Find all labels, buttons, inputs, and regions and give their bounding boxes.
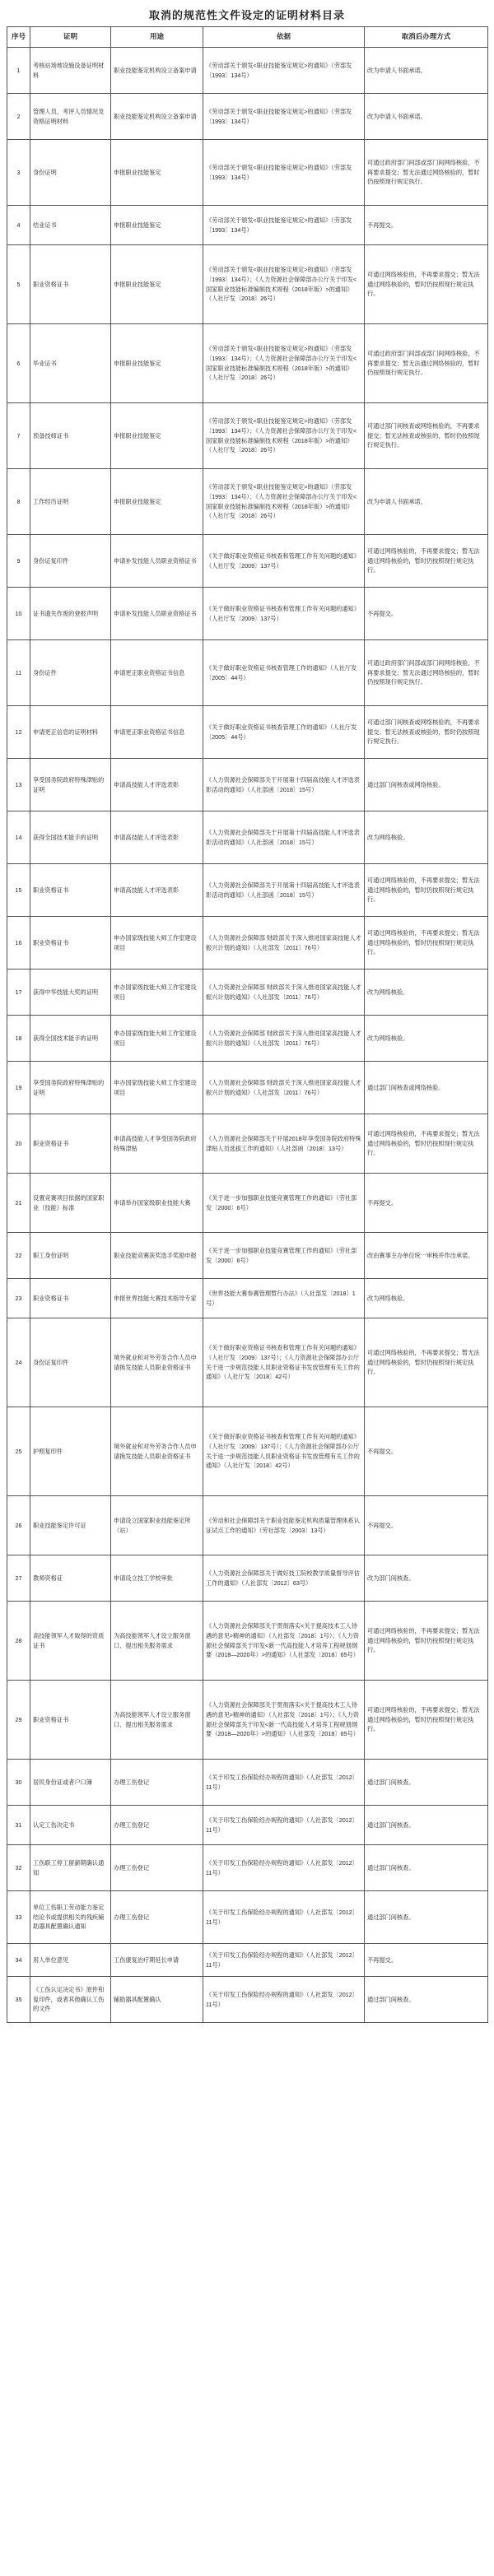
row-method: 可通过部门间核查或网络核验的，不再要求提交；暂无法核查或核验的，暂时仍按照现行规定执行。 — [365, 706, 488, 759]
row-use: 申办国家级技能大师工作室建设项目 — [111, 969, 203, 1016]
row-use: 申请补发技能人员职业资格证书 — [111, 535, 203, 588]
row-method: 可通过网络核验的，不再要求提交；暂无法通过网络核验的，暂时仍按照现行规定执行。 — [365, 917, 488, 969]
row-basis: 《人力资源社会保障部 财政部关于深入推进国家高技能人才振兴计划的通知》（人社部发〔2011〕76号） — [203, 1016, 365, 1062]
table-row — [7, 140, 488, 206]
table-row — [7, 1318, 488, 1407]
row-number: 28 — [7, 1602, 30, 1681]
row-number: 25 — [7, 1407, 30, 1496]
header-method: 取消后办理方式 — [365, 27, 488, 48]
row-method: 通过部门间核查。 — [365, 1760, 488, 1806]
row-number: 20 — [7, 1114, 30, 1174]
row-method: 通过部门间核查或网络核验。 — [365, 1062, 488, 1114]
row-basis: 《人力资源社会保障部 财政部关于深入推进国家高技能人才振兴计划的通知》（人社部发〔2011〕76号） — [203, 1062, 365, 1114]
row-certificate: 获得中华技能大奖的证明 — [30, 969, 111, 1016]
row-method: 改为网络核验。 — [365, 1016, 488, 1062]
row-use: 为高技能领军人才设立服务窗口、提出相关服务需求 — [111, 1602, 203, 1681]
row-basis: 《关于做好职业资格证书核查管理工作的通知》（人社厅发〔2005〕44号） — [203, 706, 365, 759]
row-number: 13 — [7, 759, 30, 811]
row-use: 申办国家级技能大师工作室建设项目 — [111, 1016, 203, 1062]
table-row — [7, 48, 488, 94]
row-basis: 《人力资源社会保障部 财政部关于深入推进国家高技能人才振兴计划的通知》（人社部发〔2011〕76号） — [203, 969, 365, 1016]
row-certificate: 考核站场地设施设备证明材料 — [30, 48, 111, 94]
row-use: 辅助器具配置确认 — [111, 1977, 203, 2023]
row-certificate: 职工身份证明 — [30, 1233, 111, 1279]
table-row — [7, 469, 488, 535]
row-method: 不再提交。 — [365, 206, 488, 245]
row-number: 21 — [7, 1174, 30, 1233]
row-number: 1 — [7, 48, 30, 94]
row-number: 22 — [7, 1233, 30, 1279]
row-number: 35 — [7, 1977, 30, 2023]
table-row — [7, 535, 488, 588]
row-basis: 《关于印发工伤保险经办规程的通知》（人社部发〔2012〕11号） — [203, 1760, 365, 1806]
row-certificate: 享受国务院政府特殊津贴的证明 — [30, 1062, 111, 1114]
header-use: 用途 — [111, 27, 203, 48]
row-use: 申请举办国家级职业技能大赛 — [111, 1174, 203, 1233]
row-method: 改为网络核验。 — [365, 1279, 488, 1318]
row-basis: 《人力资源社会保障部关于贯彻落实<关于提高技术工人待遇的意见>精神的通知》（人社部发〔2018〕1号）；《人力资源社会保障部关于印发<新一代高技能人才培养工程规划纲要（2018—2020年）>的通知》（人社部发〔2018〕65号） — [203, 1602, 365, 1681]
header-certificate: 证明 — [30, 27, 111, 48]
row-use: 申请高技能人才评选表彰 — [111, 759, 203, 811]
table-row — [7, 706, 488, 759]
row-number: 12 — [7, 706, 30, 759]
row-certificate: 职业资格证书 — [30, 1279, 111, 1318]
row-method: 通过部门间核查。 — [365, 1806, 488, 1845]
row-number: 33 — [7, 1891, 30, 1944]
row-use: 申办国家级技能大师工作室建设项目 — [111, 917, 203, 969]
table-row — [7, 324, 488, 403]
row-certificate: 证书遗失作废的登报声明 — [30, 588, 111, 640]
row-use: 申请设立国家职业技能鉴定所（站） — [111, 1496, 203, 1555]
row-number: 23 — [7, 1279, 30, 1318]
row-certificate: 毕业证书 — [30, 324, 111, 403]
row-basis: 《人力资源社会保障部关于开展2018年享受国务院政府特殊津贴人员选拔工作的通知》（人社部函〔2018〕13号） — [203, 1114, 365, 1174]
row-number: 3 — [7, 140, 30, 206]
row-method: 通过部门间核查。 — [365, 1845, 488, 1891]
row-certificate: 用人单位意见 — [30, 1944, 111, 1977]
table-row — [7, 1114, 488, 1174]
table-row — [7, 403, 488, 469]
table-row — [7, 759, 488, 811]
row-basis: 《人力资源社会保障部关于贯彻落实<关于提高技术工人待遇的意见>精神的通知》（人社部发〔2018〕1号）；《人力资源社会保障部关于印发<新一代高技能人才培养工程规划纲要（2018—2020年）>的通知》（人社部发〔2018〕65号） — [203, 1681, 365, 1760]
table-row — [7, 1602, 488, 1681]
row-basis: 《关于做好职业资格证书核查和管理工作有关问题的通知》（人社厅发〔2009〕137号）；《人力资源社会保障部办公厅关于进一步规范技能人员职业资格证书发放管理有关工作的通知》（人社厅发〔2018〕42号） — [203, 1318, 365, 1407]
row-basis: 《人力资源社会保障部 财政部关于深入推进国家高技能人才振兴计划的通知》（人社部发〔2011〕76号） — [203, 917, 365, 969]
row-number: 18 — [7, 1016, 30, 1062]
row-certificate: 预备技师证书 — [30, 403, 111, 469]
row-use: 申请补发技能人员职业资格证书 — [111, 588, 203, 640]
row-basis: 《关于印发工伤保险经办规程的通知》（人社部发〔2012〕11号） — [203, 1806, 365, 1845]
table-row — [7, 1174, 488, 1233]
row-certificate: 职业资格证书 — [30, 864, 111, 917]
row-certificate: 获得全国技术能手的证明 — [30, 811, 111, 864]
row-basis: 《关于印发工伤保险经办规程的通知》（人社部发〔2012〕11号） — [203, 1891, 365, 1944]
row-basis: 《劳动部关于颁发<职业技能鉴定规定>的通知》（劳部发〔1993〕134号）；《人力资源社会保障部办公厅关于印发<国家职业技能标准编制技术规程（2018年版）>的通知》（人社厅发〔2018〕26号） — [203, 469, 365, 535]
document — [7, 0, 487, 2023]
row-number: 5 — [7, 245, 30, 324]
row-basis: 《人力资源社会保障部关于开展第十四届高技能人才评选表彰活动的通知》（人社部函〔2018〕15号） — [203, 759, 365, 811]
row-use: 境外就业和对外劳务合作人员申请换发技能人员职业资格证书 — [111, 1318, 203, 1407]
table-row — [7, 1845, 488, 1891]
row-method: 通过部门间核查或网络核验。 — [365, 759, 488, 811]
row-certificate: 单位工伤职工劳动能力鉴定结论书或提供相关的残疾辅助器具配置确认通知 — [30, 1891, 111, 1944]
row-number: 10 — [7, 588, 30, 640]
row-number: 26 — [7, 1496, 30, 1555]
row-basis: 《关于印发工伤保险经办规程的通知》（人社部发〔2012〕11号） — [203, 1977, 365, 2023]
table-row — [7, 1760, 488, 1806]
row-basis: 《人力资源社会保障部关于开展第十四届高技能人才评选表彰活动的通知》（人社部函〔2018〕15号） — [203, 811, 365, 864]
header-basis: 依据 — [203, 27, 365, 48]
row-number: 15 — [7, 864, 30, 917]
row-method: 改为网络核验。 — [365, 969, 488, 1016]
row-basis: 《关于进一步加强职业技能竞赛管理工作的通知》（劳社部发〔2000〕6号） — [203, 1233, 365, 1279]
row-number: 9 — [7, 535, 30, 588]
table-row — [7, 969, 488, 1016]
row-use: 申请高技能人才评选表彰 — [111, 864, 203, 917]
row-certificate: 结业证书 — [30, 206, 111, 245]
table-header-row — [7, 27, 488, 48]
table-row — [7, 917, 488, 969]
row-use: 申报世界技能大赛技术指导专家 — [111, 1279, 203, 1318]
row-basis: 《关于做好职业资格证书核查和管理工作有关问题的通知》（人社厅发〔2009〕137号）；《人力资源社会保障部办公厅关于进一步规范技能人员职业资格证书发放管理有关工作的通知》（人社厅发〔2018〕42号） — [203, 1407, 365, 1496]
row-basis: 《关于进一步加强职业技能竞赛管理工作的通知》（劳社部发〔2000〕6号） — [203, 1174, 365, 1233]
row-certificate: 职业资格证书 — [30, 1681, 111, 1760]
row-use: 申报职业技能鉴定 — [111, 206, 203, 245]
row-use: 申报职业技能鉴定 — [111, 324, 203, 403]
table-row — [7, 94, 488, 140]
table-row — [7, 1233, 488, 1279]
row-basis: 《劳动部关于颁发<职业技能鉴定规定>的通知》（劳部发〔1993〕134号）；《人力资源社会保障部办公厅关于印发<国家职业技能标准编制技术规程（2018年版）>的通知》（人社厅发〔2018〕26号） — [203, 324, 365, 403]
row-certificate: 身份证件 — [30, 640, 111, 706]
row-number: 19 — [7, 1062, 30, 1114]
row-use: 申请设立技工学校审批 — [111, 1555, 203, 1602]
row-use: 申请高技能人才享受国务院政府特殊津贴 — [111, 1114, 203, 1174]
row-use: 申报职业技能鉴定 — [111, 140, 203, 206]
row-use: 办理工伤登记 — [111, 1760, 203, 1806]
table-row — [7, 1062, 488, 1114]
table-row — [7, 1407, 488, 1496]
row-certificate: 认定工伤决定书 — [30, 1806, 111, 1845]
row-number: 4 — [7, 206, 30, 245]
row-use: 为高技能领军人才设立服务窗口、提出相关服务需求 — [111, 1681, 203, 1760]
row-certificate: 职业资格证书 — [30, 245, 111, 324]
row-method: 不再提交。 — [365, 1496, 488, 1555]
row-certificate: 护照复印件 — [30, 1407, 111, 1496]
table-row — [7, 864, 488, 917]
row-method: 可通过网络核验的，不再要求提交；暂无法通过网络核验的，暂时仍按照现行规定执行。 — [365, 864, 488, 917]
row-basis: 《关于做好职业资格证书核查和管理工作有关问题的通知》（人社厅发〔2009〕137号） — [203, 535, 365, 588]
row-method: 改为申请人书面承诺。 — [365, 48, 488, 94]
row-use: 职业技能鉴定机构设立备案申请 — [111, 48, 203, 94]
row-method: 不再提交。 — [365, 1944, 488, 1977]
row-method: 可通过政府部门间部或部门间网络核验，不再要求提交；暂无法通过网络核验的，暂时仍按照现行规定执行。 — [365, 324, 488, 403]
row-method: 不再提交。 — [365, 1407, 488, 1496]
row-certificate: 身份证明 — [30, 140, 111, 206]
row-use: 申办国家级技能大师工作室建设项目 — [111, 1062, 203, 1114]
row-method: 改为网络核验。 — [365, 811, 488, 864]
table-body — [7, 48, 488, 2023]
row-number: 32 — [7, 1845, 30, 1891]
certificate-table — [7, 26, 488, 2023]
row-number: 14 — [7, 811, 30, 864]
row-method: 可通过网络核验的，不再要求提交；暂无法通过网络核验的，暂时仍按照现行规定执行。 — [365, 1114, 488, 1174]
row-use: 办理工伤登记 — [111, 1891, 203, 1944]
row-certificate: 职业技能鉴定许可证 — [30, 1496, 111, 1555]
row-use: 申请更正职业资格证书信息 — [111, 706, 203, 759]
row-use: 境外就业和对外劳务合作人员申请换发技能人员职业资格证书 — [111, 1407, 203, 1496]
row-certificate: 居民身份证或者户口簿 — [30, 1760, 111, 1806]
row-certificate: 获得全国技术能手的证明 — [30, 1016, 111, 1062]
row-certificate: 申请更正信息的证明材料 — [30, 706, 111, 759]
row-certificate: 身份证复印件 — [30, 1318, 111, 1407]
row-use: 申请更正职业资格证书信息 — [111, 640, 203, 706]
row-method: 不再提交。 — [365, 1174, 488, 1233]
row-use: 申报职业技能鉴定 — [111, 245, 203, 324]
row-number: 24 — [7, 1318, 30, 1407]
row-certificate: 身份证复印件 — [30, 535, 111, 588]
row-number: 27 — [7, 1555, 30, 1602]
row-certificate: 职业资格证书 — [30, 917, 111, 969]
row-use: 办理工伤登记 — [111, 1806, 203, 1845]
row-basis: 《劳动部关于颁发<职业技能鉴定规定>的通知》（劳部发〔1993〕134号） — [203, 48, 365, 94]
row-method: 可通过网络核验的，不再要求提交；暂无法通过网络核验的，暂时仍按照现行规定执行。 — [365, 1602, 488, 1681]
row-certificate: 享受国务院政府特殊津贴的证明 — [30, 759, 111, 811]
row-number: 6 — [7, 324, 30, 403]
row-method: 改由赛事主办单位统一审核并作出承诺。 — [365, 1233, 488, 1279]
row-method: 通过部门间核查。 — [365, 1977, 488, 2023]
row-use: 申报职业技能鉴定 — [111, 469, 203, 535]
row-basis: 《劳动部关于颁发<职业技能鉴定规定>的通知》（劳部发〔1993〕134号） — [203, 94, 365, 140]
table-row — [7, 245, 488, 324]
table-row — [7, 811, 488, 864]
row-number: 2 — [7, 94, 30, 140]
row-number: 7 — [7, 403, 30, 469]
row-method: 可通过政府部门间部或部门间网络核验，不再要求提交；暂无法通过网络核验的，暂时仍按照现行规定执行。 — [365, 640, 488, 706]
row-number: 34 — [7, 1944, 30, 1977]
table-row — [7, 1555, 488, 1602]
row-basis: 《人力资源社会保障部关于开展第十四届高技能人才评选表彰活动的通知》（人社部函〔2018〕15号） — [203, 864, 365, 917]
row-method: 改为申请人书面承诺。 — [365, 469, 488, 535]
row-number: 30 — [7, 1760, 30, 1806]
table-row — [7, 1681, 488, 1760]
table-row — [7, 1944, 488, 1977]
row-certificate: 管理人员、考评人员情况及资格证明材料 — [30, 94, 111, 140]
row-certificate: 教师资格证 — [30, 1555, 111, 1602]
table-row — [7, 1891, 488, 1944]
row-basis: 《劳动部关于颁发<职业技能鉴定规定>的通知》（劳部发〔1993〕134号）；《人力资源社会保障部办公厅关于印发<国家职业技能标准编制技术规程（2018年版）>的通知》（人社厅发〔2018〕26号） — [203, 403, 365, 469]
row-use: 办理工伤登记 — [111, 1845, 203, 1891]
row-number: 11 — [7, 640, 30, 706]
row-number: 17 — [7, 969, 30, 1016]
table-row — [7, 1806, 488, 1845]
row-method: 可通过网络核验的，不再要求提交；暂无法通过网络核验的，暂时仍按照现行规定执行。 — [365, 1318, 488, 1407]
row-number: 31 — [7, 1806, 30, 1845]
row-basis: 《世界技能大赛参赛管理暂行办法》（人社部发〔2018〕1号） — [203, 1279, 365, 1318]
row-number: 8 — [7, 469, 30, 535]
row-use: 工伤康复治疗期延长申请 — [111, 1944, 203, 1977]
table-row — [7, 206, 488, 245]
row-method: 改为申请人书面承诺。 — [365, 94, 488, 140]
table-row — [7, 588, 488, 640]
row-basis: 《人力资源社会保障部关于做好技工院校教学质量督导评估工作的通知》（人社部发〔2012〕63号） — [203, 1555, 365, 1602]
row-basis: 《关于印发工伤保险经办规程的通知》（人社部发〔2012〕11号） — [203, 1944, 365, 1977]
row-basis: 《关于做好职业资格证书核查和管理工作有关问题的通知》（人社厅发〔2009〕137号） — [203, 588, 365, 640]
row-certificate: 工伤职工停工留薪期确认通知 — [30, 1845, 111, 1891]
table-row — [7, 1977, 488, 2023]
row-basis: 《劳动部关于颁发<职业技能鉴定规定>的通知》（劳部发〔1993〕134号） — [203, 140, 365, 206]
row-certificate: 职业资格证书 — [30, 1114, 111, 1174]
row-number: 29 — [7, 1681, 30, 1760]
row-basis: 《劳动部关于颁发<职业技能鉴定规定>的通知》（劳部发〔1993〕134号） — [203, 206, 365, 245]
row-use: 申报职业技能鉴定 — [111, 403, 203, 469]
row-number: 16 — [7, 917, 30, 969]
row-method: 可通过网络核验的，不再要求提交；暂无法通过网络核验的，暂时仍按照现行规定执行。 — [365, 535, 488, 588]
row-method: 改为部门间核查。 — [365, 1555, 488, 1602]
row-method: 通过部门间核查。 — [365, 1891, 488, 1944]
row-method: 可通过政府部门间部或部门间网络核验，不再要求提交；暂无法通过网络核验的，暂时仍按照现行规定执行。 — [365, 140, 488, 206]
table-row — [7, 1279, 488, 1318]
row-use: 职业技能竞赛获奖选手奖励申报 — [111, 1233, 203, 1279]
row-basis: 《劳动和社会保障部关于职业技能鉴定机构质量管理体系认证试点工作的通知》（劳社部发〔2003〕13号） — [203, 1496, 365, 1555]
table-row — [7, 1496, 488, 1555]
row-use: 申请高技能人才评选表彰 — [111, 811, 203, 864]
row-method: 可通过网络核验的，不再要求提交；暂无法通过网络核验的，暂时仍按照现行规定执行。 — [365, 1681, 488, 1760]
document-title: 取消的规范性文件设定的证明材料目录 — [148, 9, 345, 21]
header-no: 序号 — [7, 27, 30, 48]
row-basis: 《关于印发工伤保险经办规程的通知》（人社部发〔2012〕11号） — [203, 1845, 365, 1891]
row-use: 职业技能鉴定机构设立备案申请 — [111, 94, 203, 140]
row-certificate: 《工伤认定决定书》原件和复印件，或者其他确认工伤的文件 — [30, 1977, 111, 2023]
row-certificate: 高技能领军人才取得的资质证书 — [30, 1602, 111, 1681]
table-row — [7, 1016, 488, 1062]
row-method: 不再提交。 — [365, 588, 488, 640]
row-basis: 《关于做好职业资格证书核查管理工作的通知》（人社厅发〔2005〕44号） — [203, 640, 365, 706]
row-basis: 《劳动部关于颁发<职业技能鉴定规定>的通知》（劳部发〔1993〕134号）；《人力资源社会保障部办公厅关于印发<国家职业技能标准编制技术规程（2018年版）>的通知》（人社厅发〔2018〕26号） — [203, 245, 365, 324]
row-certificate: 设置竞赛项目依据的国家职业（技能）标准 — [30, 1174, 111, 1233]
row-method: 可通过网络核验的，不再要求提交；暂无法通过网络核验的，暂时仍按照现行规定执行。 — [365, 245, 488, 324]
row-method: 可通过部门间核查或网络核验的，不再要求提交；暂无法核查或核验的，暂时仍按照现行规定执行。 — [365, 403, 488, 469]
row-certificate: 工作经历证明 — [30, 469, 111, 535]
table-row — [7, 640, 488, 706]
